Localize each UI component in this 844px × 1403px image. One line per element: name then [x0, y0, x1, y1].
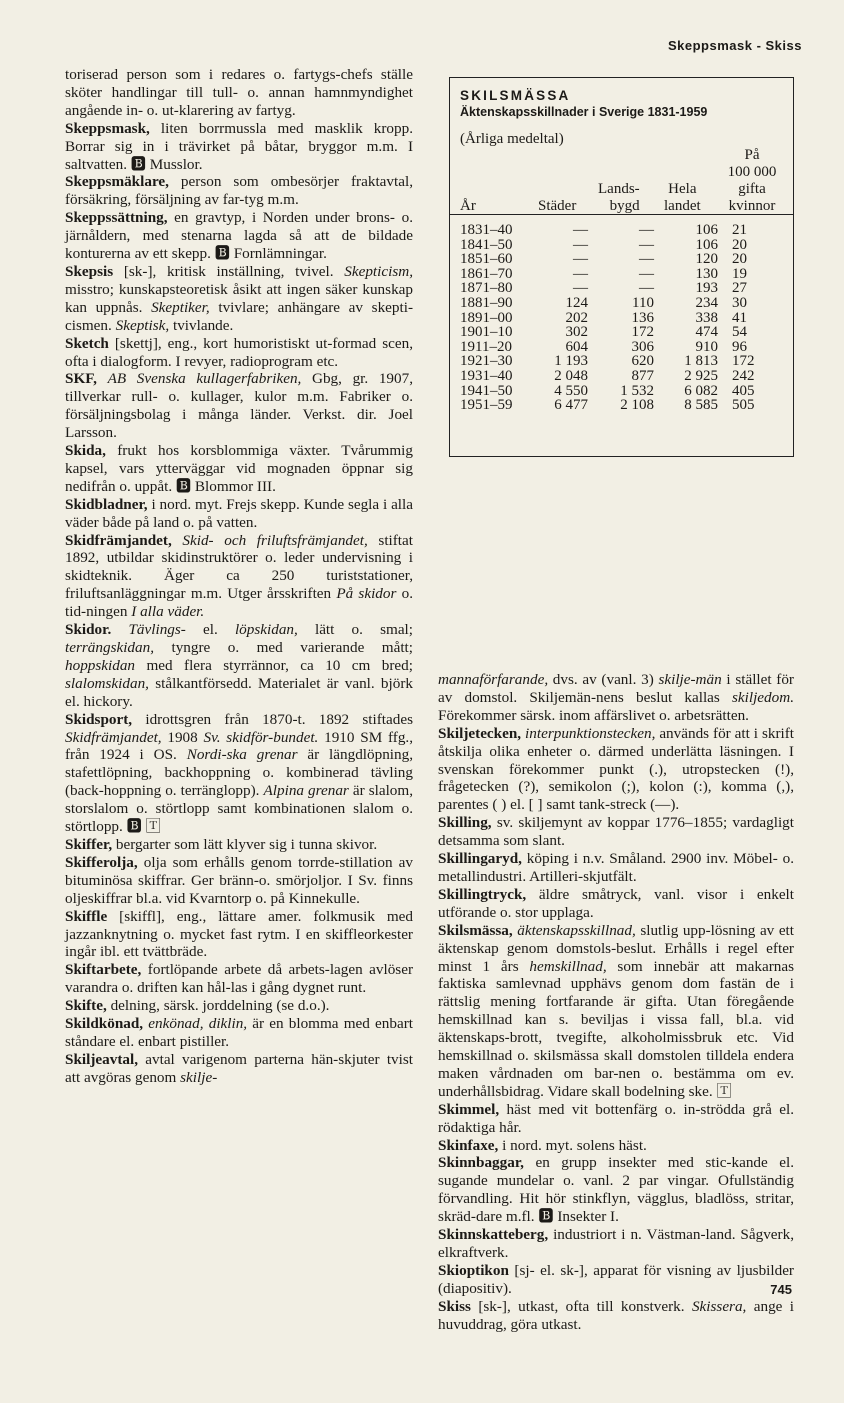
entry-text: fortlöpande arbete då arbets-lagen avlöser varandra o. driften kan hål-las i gång dygnet runt.	[65, 961, 413, 997]
entry-text: i nord. myt. solens häst.	[498, 1136, 647, 1154]
entry-text: misstro; kunskapsteoretisk åsikt att ingen säker kunskap kan uppnås.	[65, 280, 413, 316]
table-row	[460, 267, 783, 282]
entry-text: Skepticism,	[344, 262, 413, 280]
entry-text: äldre småtryck, vanl. visor i enkelt utförande o. stor upplaga.	[438, 885, 794, 921]
cell-per-100000: 405	[732, 382, 755, 399]
entry-text: [skettj], eng., kort humoristiskt ut-formad scen, ofta i dialogform. I revyer, radioprogram etc.	[65, 334, 413, 370]
cell-per-100000: 19	[732, 265, 747, 282]
entry-text: tyngre o. med varierande mått;	[154, 639, 413, 656]
entry-text: hemskillnad,	[529, 957, 607, 975]
cell-per-100000: 172	[732, 353, 755, 370]
cell-period: 1851–60	[460, 251, 513, 268]
dictionary-entry	[438, 1101, 794, 1137]
entry-text: tvivlare; anhängare av skepti-cismen.	[65, 298, 413, 334]
entry-headword: Skillingtryck,	[438, 885, 527, 903]
entry-headword: Skepsis	[65, 262, 114, 280]
entry-text: liten borrmussla med masklik kropp. Borrar sig in i trävirket på båtar, bryggor m.m. I saltvatten. 🅱 Musslor.	[65, 119, 413, 173]
cell-per-100000: 21	[732, 222, 747, 238]
cell-period: 1841–50	[460, 236, 513, 253]
cell-hela-landet: 910	[695, 338, 718, 355]
dictionary-entry	[65, 961, 413, 997]
dictionary-entry	[438, 850, 794, 886]
dictionary-entry	[65, 120, 413, 174]
entry-text: Alpina grenar	[263, 782, 349, 800]
dictionary-entry	[65, 1015, 413, 1051]
entry-text: [skiffl], eng., lättare amer. folkmusik med jazzanknytning o. mycket fast rytm. I en skiffleorkester ingår ibl. ett tvättbräde.	[65, 907, 413, 961]
cell-period: 1931–40	[460, 367, 513, 384]
dictionary-entry	[65, 370, 413, 442]
entry-text: industriort i n. Västman-land. Sågverk, elkraftverk.	[438, 1226, 794, 1261]
entry-text: ange i huvuddrag, göra utkast.	[438, 1297, 795, 1333]
entry-text: 1910 SM ffg., från 1924 i OS.	[65, 728, 414, 764]
entry-text: Förekommer särsk. inom affärslivet o. arbetsrätten.	[438, 706, 749, 724]
dictionary-entry	[65, 496, 413, 532]
cell-landsbygd: —	[639, 265, 654, 282]
entry-text: hoppskidan	[65, 656, 136, 674]
cell-hela-landet: 8 585	[684, 397, 718, 414]
cell-period: 1881–90	[460, 294, 513, 311]
cell-period: 1891–00	[460, 309, 513, 326]
entry-text: idrottsgren från 1870-t. 1892 stiftades	[132, 710, 413, 728]
dictionary-entry	[65, 263, 413, 335]
entry-text: sv. skiljemynt av koppar 1776–1855; vardagligt detsamma som slant.	[438, 814, 794, 850]
entry-text: Skid- och friluftsfrämjandet,	[182, 531, 368, 549]
cell-stader: —	[573, 222, 588, 238]
entry-text: är slalom, storslalom o. störtlopp samt kombinationen slalom o. störtlopp. 🅱 🅃	[65, 782, 413, 836]
entry-text: [sk-], utkast, ofta till konstverk.	[470, 1297, 692, 1315]
cell-stader: —	[573, 280, 588, 297]
dictionary-entry	[65, 836, 413, 854]
skilsmassa-box	[449, 77, 794, 457]
entry-text: i nord. myt. Frejs skepp. Kunde segla i alla väder både på land o. på vatten.	[65, 495, 413, 531]
entry-text: Skidfrämjandet,	[65, 728, 162, 746]
entry-headword: Skiss	[438, 1297, 471, 1315]
divorce-table	[460, 223, 783, 413]
entry-headword: Skinfaxe,	[438, 1136, 499, 1154]
header-landsbygd: Lands- bygd	[598, 181, 640, 214]
cell-landsbygd: 172	[631, 324, 654, 341]
cell-per-100000: 20	[732, 251, 747, 268]
cell-period: 1951–59	[460, 397, 513, 414]
entry-headword: Skifferolja,	[65, 853, 138, 871]
cell-hela-landet: 1 813	[684, 353, 718, 370]
dictionary-entry	[65, 173, 413, 209]
entry-text: toriserad person som i redares o. fartygs-chefs ställe sköter handlingar till tull- o. annan hamnmyndighet angående in- o. ut-klarering av fartyg.	[65, 66, 413, 119]
header-per-100000: På 100 000 gifta kvinnor	[727, 147, 777, 214]
dictionary-entry	[65, 997, 413, 1015]
cell-landsbygd: 110	[632, 294, 654, 311]
entry-headword: Skilsmässa,	[438, 921, 513, 939]
cell-per-100000: 54	[732, 324, 747, 341]
entry-headword: Skifte,	[65, 997, 107, 1015]
entry-text: skilje-	[180, 1068, 218, 1086]
cell-stader: 202	[565, 309, 588, 326]
left-column	[65, 66, 413, 1087]
cell-per-100000: 30	[732, 294, 747, 311]
box-subtitle: Äktenskapsskillnader i Sverige 1831-1959	[460, 105, 708, 119]
entry-headword: Skiffer,	[65, 835, 113, 853]
cell-period: 1861–70	[460, 265, 513, 282]
cell-per-100000: 20	[732, 236, 747, 253]
cell-hela-landet: 130	[695, 265, 718, 282]
cell-stader: 6 477	[554, 397, 588, 414]
table-row	[460, 384, 783, 399]
cell-hela-landet: 106	[695, 222, 718, 238]
dictionary-entry	[438, 1226, 794, 1262]
entry-text: används för att i skrift åtskilja olika enheter o. därmed underlätta läsningen. I svenskan förekommer punkt (.), utropstecken (!), frågetecken (?), semikolon (;), kolon (:), komma (,), parentes ( ) el. [ ] samt tank-streck (—).	[438, 724, 794, 814]
entry-text: är en blomma med enbart ståndare el. enbart pistiller.	[65, 1015, 413, 1050]
entry-text: Skissera,	[691, 1297, 747, 1315]
entry-text: Gbg, gr. 1907, tillverkar rull- o. kullager, kulor m.m. Fabriker o. försäljningsbolag i många länder. Verkst. dir. Joel Larsson.	[65, 370, 413, 442]
entry-headword: Skidfrämjandet,	[65, 531, 172, 549]
entry-text	[97, 370, 108, 387]
entry-text: lätt o. smal;	[297, 621, 413, 639]
page-number: 745	[770, 1282, 792, 1297]
entry-headword: SKF,	[65, 370, 97, 388]
entry-text: [sk-], kritisk inställning, tvivel.	[113, 262, 345, 280]
entry-text: i stället för av domstol. Skiljemän-nens beslut kallas	[438, 671, 794, 706]
entry-text: avtal varigenom parterna hän-skjuter tvist att avgöras genom	[65, 1050, 413, 1086]
entry-text	[111, 621, 128, 638]
entry-text: interpunktionstecken,	[525, 724, 656, 742]
cell-hela-landet: 474	[695, 324, 718, 341]
cell-per-100000: 505	[732, 397, 755, 414]
entry-text: 1908	[161, 728, 204, 746]
entry-headword: Skidsport,	[65, 710, 133, 728]
cell-period: 1911–20	[460, 338, 512, 355]
cell-stader: —	[573, 236, 588, 253]
dictionary-entry	[65, 1051, 413, 1087]
cell-hela-landet: 338	[695, 309, 718, 326]
cell-landsbygd: 136	[631, 309, 654, 326]
table-row	[460, 369, 783, 384]
entry-text: slalomskidan,	[65, 674, 149, 692]
cell-per-100000: 96	[732, 338, 747, 355]
header-hela-landet: Hela landet	[664, 181, 701, 214]
entry-headword: Skinnbaggar,	[438, 1154, 524, 1172]
dictionary-entry	[438, 814, 794, 850]
entry-headword: Skeppsmask,	[65, 119, 150, 137]
entry-text: köping i n.v. Småland. 2900 inv. Möbel- o. metallindustri. Artilleri-skjutfält.	[438, 850, 794, 885]
table-row	[460, 296, 783, 311]
cell-landsbygd: 306	[631, 338, 654, 355]
entry-headword: Skioptikon	[438, 1261, 509, 1279]
cell-stader: 302	[565, 324, 588, 341]
entry-text: På skidor	[336, 585, 397, 603]
cell-period: 1871–80	[460, 280, 513, 297]
entry-headword: Skeppssättning,	[65, 209, 168, 227]
dictionary-entry	[65, 209, 413, 263]
cell-period: 1831–40	[460, 222, 513, 238]
cell-landsbygd: —	[639, 236, 654, 253]
dictionary-entry	[65, 532, 413, 622]
table-row	[460, 354, 783, 369]
cell-hela-landet: 193	[695, 280, 718, 297]
entry-text: stålkantförsedd. Materialet är vanl. björk el. hickory.	[65, 674, 413, 710]
cell-period: 1921–30	[460, 353, 513, 370]
entry-headword: Skillingaryd,	[438, 850, 522, 868]
cell-period: 1901–10	[460, 324, 513, 341]
entry-text: som innebär att makarnas faktiska samlevnad upphävs genom dom fastän de i rättslig mening fortfarande är gifta. Utan föregående hemskillnad kan s. beviljas i vissa fall, bl.a. vid äktenskaps-brott, tvegifte, alkoholmissbruk etc. Vid hemskillnad o. skilsmässa skall domstolen tilldela endera maken vårdnaden om bar-nen o. bestämma om ev. underhållsbidrag. Vidare skall bodelning ske. 🅃	[438, 957, 794, 1100]
cell-hela-landet: 120	[695, 251, 718, 268]
entry-text: Skeptisk,	[115, 316, 170, 334]
dictionary-entry	[65, 442, 413, 496]
entry-headword: Skimmel,	[438, 1100, 500, 1118]
cell-stader: 1 193	[554, 353, 588, 370]
entry-text: [sj- el. sk-], apparat för visning av ljusbilder (diapositiv).	[438, 1261, 794, 1297]
entry-headword: Skidor.	[65, 621, 112, 639]
entry-text: o. tid-ningen	[65, 585, 413, 621]
entry-headword: Sketch	[65, 334, 109, 352]
header-stader: Städer	[538, 198, 577, 214]
table-row	[460, 252, 783, 267]
cell-landsbygd: —	[639, 222, 654, 238]
entry-text: Nordi-ska grenar	[186, 746, 298, 764]
entry-text: skiljedom.	[731, 688, 794, 706]
entry-text: med flera styrrännor, ca 10 cm bred;	[135, 656, 413, 674]
dictionary-entry	[438, 886, 794, 922]
table-header	[450, 148, 793, 215]
entry-text: en gravtyp, i Norden under brons- o. järnåldern, med stenarna lagda så att de bildade konturerna av ett skepp. 🅱 Fornlämningar.	[65, 209, 413, 263]
cell-stader: 2 048	[554, 367, 588, 384]
entry-text: terrängskidan,	[65, 639, 155, 656]
header-ar: År	[460, 198, 476, 214]
entry-headword: Skiljetecken,	[438, 724, 522, 742]
entry-text	[172, 532, 183, 549]
entry-headword: Skiffle	[65, 907, 108, 925]
table-row	[460, 325, 783, 340]
dictionary-entry	[438, 671, 794, 725]
dictionary-entry	[438, 1298, 794, 1334]
cell-hela-landet: 106	[695, 236, 718, 253]
cell-hela-landet: 6 082	[684, 382, 718, 399]
running-head: Skeppsmask - Skiss	[667, 38, 802, 53]
entry-headword: Skiljeavtal,	[65, 1050, 138, 1068]
dictionary-entry	[65, 908, 413, 962]
dictionary-entry	[438, 725, 794, 815]
entry-text: delning, särsk. jorddelning (se d.o.).	[106, 997, 330, 1015]
entry-text: äktenskapsskillnad,	[517, 921, 636, 939]
cell-landsbygd: 877	[631, 367, 654, 384]
cell-stader: —	[573, 251, 588, 268]
cell-landsbygd: —	[639, 280, 654, 297]
cell-landsbygd: —	[639, 251, 654, 268]
cell-landsbygd: 1 532	[620, 382, 654, 399]
cell-landsbygd: 2 108	[620, 397, 654, 414]
entry-text: häst med vit bottenfärg o. in-strödda grå el. rödaktiga hår.	[438, 1100, 794, 1136]
entry-text: Sv. skidför-bundet.	[203, 728, 319, 746]
entry-text: AB Svenska kullagerfabriken,	[107, 370, 302, 388]
entry-headword: Skilling,	[438, 814, 492, 832]
entry-headword: Skida,	[65, 442, 106, 460]
entry-text: el.	[185, 621, 235, 639]
entry-headword: Skinnskatteberg,	[438, 1226, 549, 1244]
entry-text: Skeptiker,	[151, 298, 210, 316]
entry-text: enkönad, diklin,	[148, 1015, 248, 1033]
cell-stader: 4 550	[554, 382, 588, 399]
cell-period: 1941–50	[460, 382, 513, 399]
box-title: SKILSMÄSSA	[460, 88, 571, 103]
entry-text: löpskidan,	[234, 621, 298, 639]
dictionary-entry	[438, 1137, 794, 1155]
entry-text: tvivlande.	[169, 316, 234, 334]
dictionary-entry	[438, 922, 794, 1101]
dictionary-entry	[65, 854, 413, 908]
cell-per-100000: 242	[732, 367, 755, 384]
cell-stader: 124	[565, 294, 588, 311]
entry-text: I alla väder.	[131, 603, 205, 621]
cell-stader: 604	[565, 338, 588, 355]
cell-per-100000: 41	[732, 309, 747, 326]
table-row	[460, 281, 783, 296]
entry-text: skilje-män	[658, 671, 722, 688]
entry-text: Tävlings-	[128, 621, 186, 639]
dictionary-entry	[65, 711, 413, 836]
entry-text: en grupp insekter med stic-kande el. sugande mundelar o. vanl. 2 par vingar. Ofullständig förvandling. Hit hör stinkflyn, vägglus, bladlöss, stritar, skräd-dare m.fl. 🅱 Insekter I.	[438, 1154, 794, 1226]
entry-text: mannaförfarande,	[438, 671, 549, 688]
table-row	[460, 311, 783, 326]
entry-text: bergarter som lätt klyver sig i tunna skivor.	[112, 835, 378, 853]
dictionary-entry	[65, 66, 413, 120]
entry-text: slutlig upp-lösning av ett äktenskap genom domstols-beslut. Erhålls i regel efter minst 1 års	[438, 921, 794, 975]
entry-text: frukt hos korsblommiga växter. Tvårummig kapsel, vars ytterväggar vid mognaden öppnar sig nedifrån o. uppåt. 🅱 Blommor III.	[65, 442, 413, 495]
cell-per-100000: 27	[732, 280, 747, 297]
entry-text: person som ombesörjer fraktavtal, försäkring, försäljning av far-tyg m.m.	[65, 173, 413, 209]
table-row	[460, 398, 783, 413]
entry-headword: Skeppsmäklare,	[65, 173, 169, 191]
cell-hela-landet: 2 925	[684, 367, 718, 384]
table-row	[460, 238, 783, 253]
dictionary-entry	[438, 1262, 794, 1298]
cell-landsbygd: 620	[631, 353, 654, 370]
dictionary-entry	[65, 621, 413, 711]
entry-text: stiftat 1892, utbildar skidinstruktörer o. leder undervisning i skidteknik. Äger ca 250 turiststationer, friluftsanläggningar m.m. Utger årsskriften	[65, 531, 413, 603]
entry-text: olja som erhålls genom torrde-stillation av bituminösa skiffrar. Ger bränn-o. smörjoljor. I Sv. finns oljeskiffrar bl.a. vid Kvarntorp o. på Kinnekulle.	[65, 853, 413, 907]
dictionary-entry	[438, 1154, 794, 1226]
table-row	[460, 223, 783, 238]
entry-headword: Skidbladner,	[65, 495, 148, 513]
entry-text: dvs. av (vanl. 3)	[548, 671, 659, 688]
entry-headword: Skildkönad,	[65, 1015, 144, 1033]
cell-stader: —	[573, 265, 588, 282]
table-row	[460, 340, 783, 355]
entry-headword: Skiftarbete,	[65, 961, 142, 979]
entry-text: är längdlöpning, stafettlöpning, backhoppning o. kombinerad tävling (back-hoppning o. terränglopp).	[65, 746, 413, 800]
right-column	[438, 671, 794, 1334]
box-note: (Årliga medeltal)	[460, 131, 564, 147]
dictionary-entry	[65, 335, 413, 371]
cell-hela-landet: 234	[695, 294, 718, 311]
